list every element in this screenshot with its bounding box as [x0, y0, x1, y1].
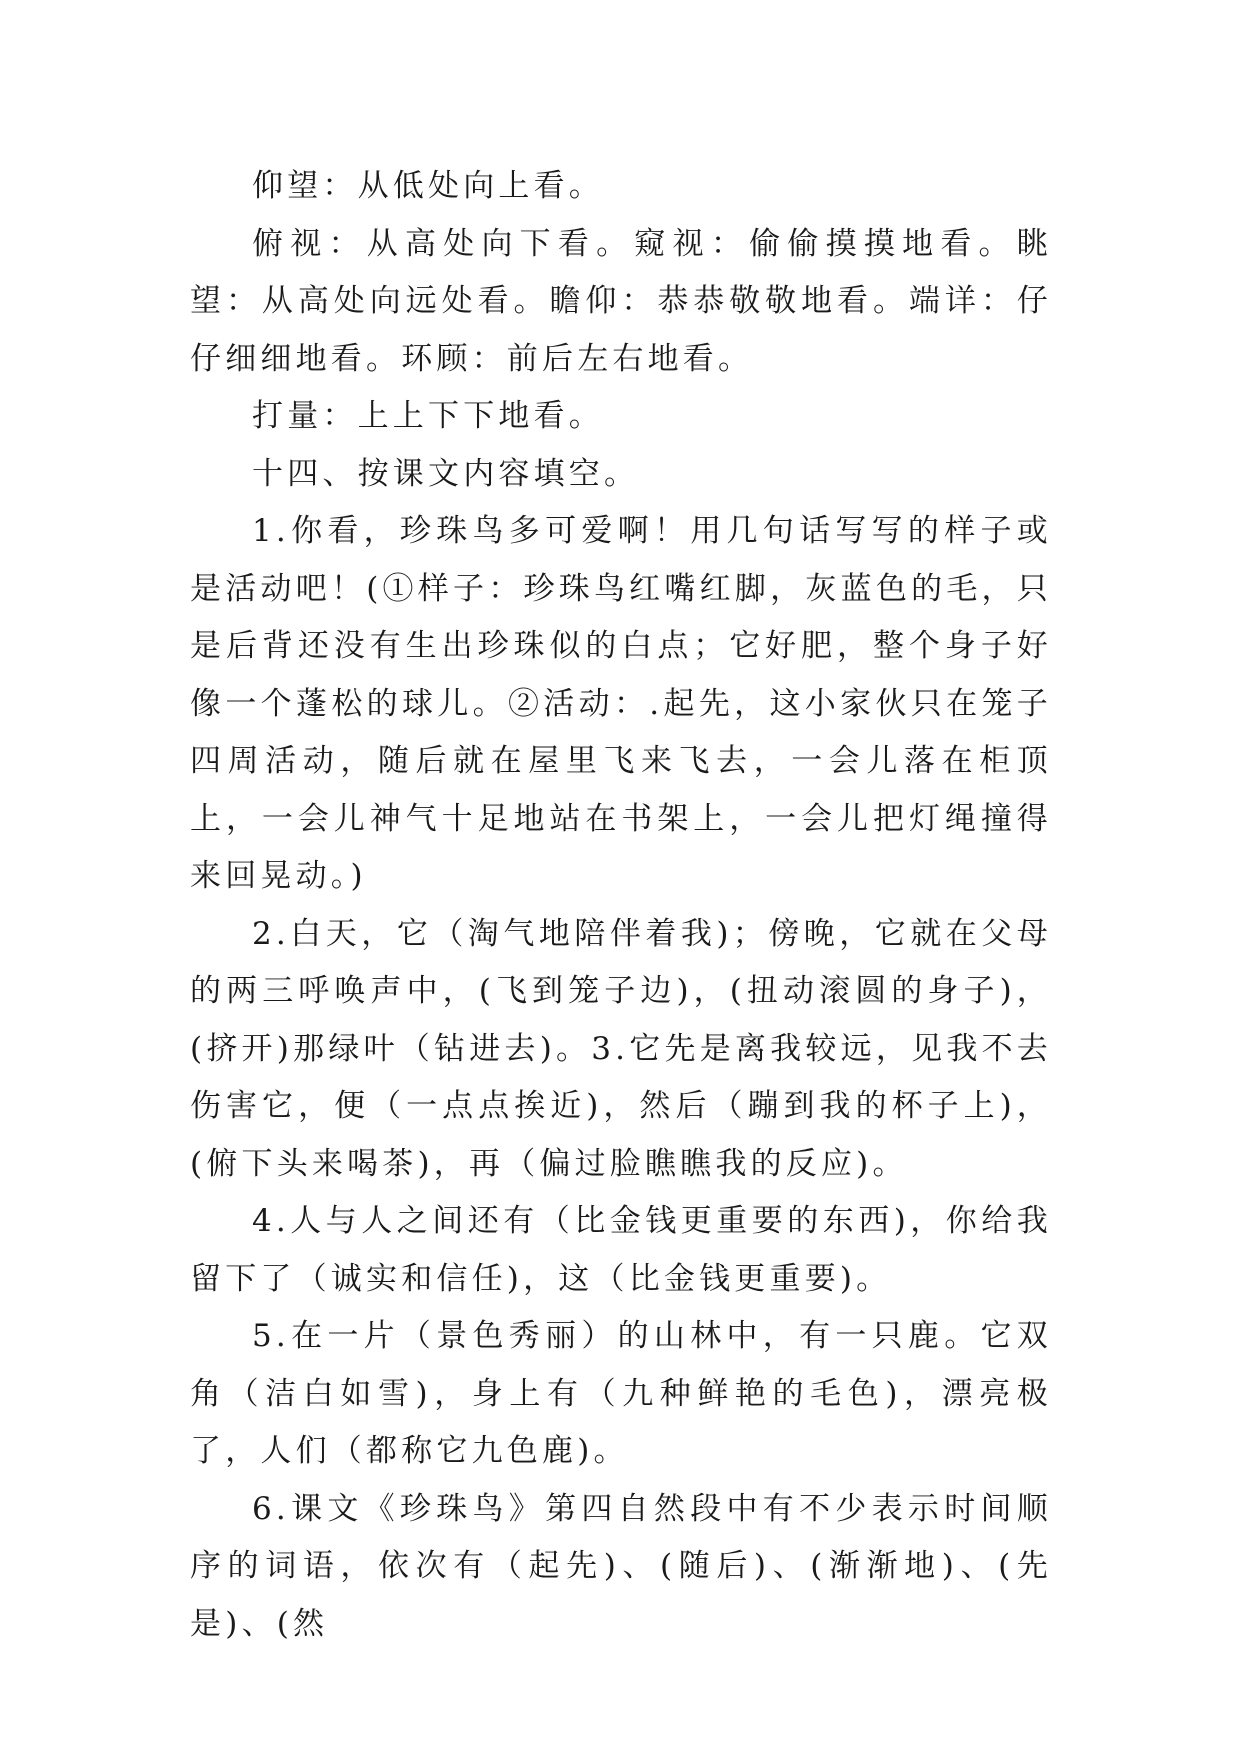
section-heading-14: 十四、按课文内容填空。	[252, 455, 640, 492]
question-2-3: 2.白天，它（淘气地陪伴着我)；傍晚，它就在父母的两三呼唤声中，(飞到笼子边)，(扭动滚圆的身子)，(挤开)那绿叶（钻进去)。3.它先是离我较远，见我不去伤害它，便（一点点挨近)，然后（蹦到我的杯子上)，(俯下头来喝茶)，再（偏过脸瞧瞧我的反应)。	[190, 915, 1052, 1182]
question-5: 5.在一片（景色秀丽）的山林中，有一只鹿。它双角（洁白如雪)，身上有（九种鲜艳的毛色)，漂亮极了，人们（都称它九色鹿)。	[190, 1318, 1052, 1469]
paragraph-size-up: 打量：上上下下地看。	[252, 398, 604, 434]
question-4: 4.人与人之间还有（比金钱更重要的东西)，你给我留下了（诚实和信任)，这（比金钱更重要)。	[190, 1203, 1052, 1297]
question-6: 6.课文《珍珠鸟》第四自然段中有不少表示时间顺序的词语，依次有（起先)、(随后)、(渐渐地)、(先是)、(然	[190, 1490, 1052, 1642]
question-1: 1.你看，珍珠鸟多可爱啊！用几句话写写的样子或是活动吧！(①样子：珍珠鸟红嘴红脚，灰蓝色的毛，只是后背还没有生出珍珠似的白点；它好肥，整个身子好像一个蓬松的球儿。②活动：.起先，这小家伙只在笼子四周活动，随后就在屋里飞来飞去，一会儿落在柜顶上，一会儿神气十足地站在书架上，一会儿把灯绳撞得来回晃动。)	[190, 513, 1052, 894]
document-body	[190, 158, 1052, 1653]
paragraph-look-definitions: 俯视：从高处向下看。窥视：偷偷摸摸地看。眺望：从高处向远处看。瞻仰：恭恭敬敬地看。端详：仔仔细细地看。环顾：前后左右地看。	[190, 225, 1052, 377]
paragraph-look-up: 仰望：从低处向上看。	[252, 168, 604, 204]
